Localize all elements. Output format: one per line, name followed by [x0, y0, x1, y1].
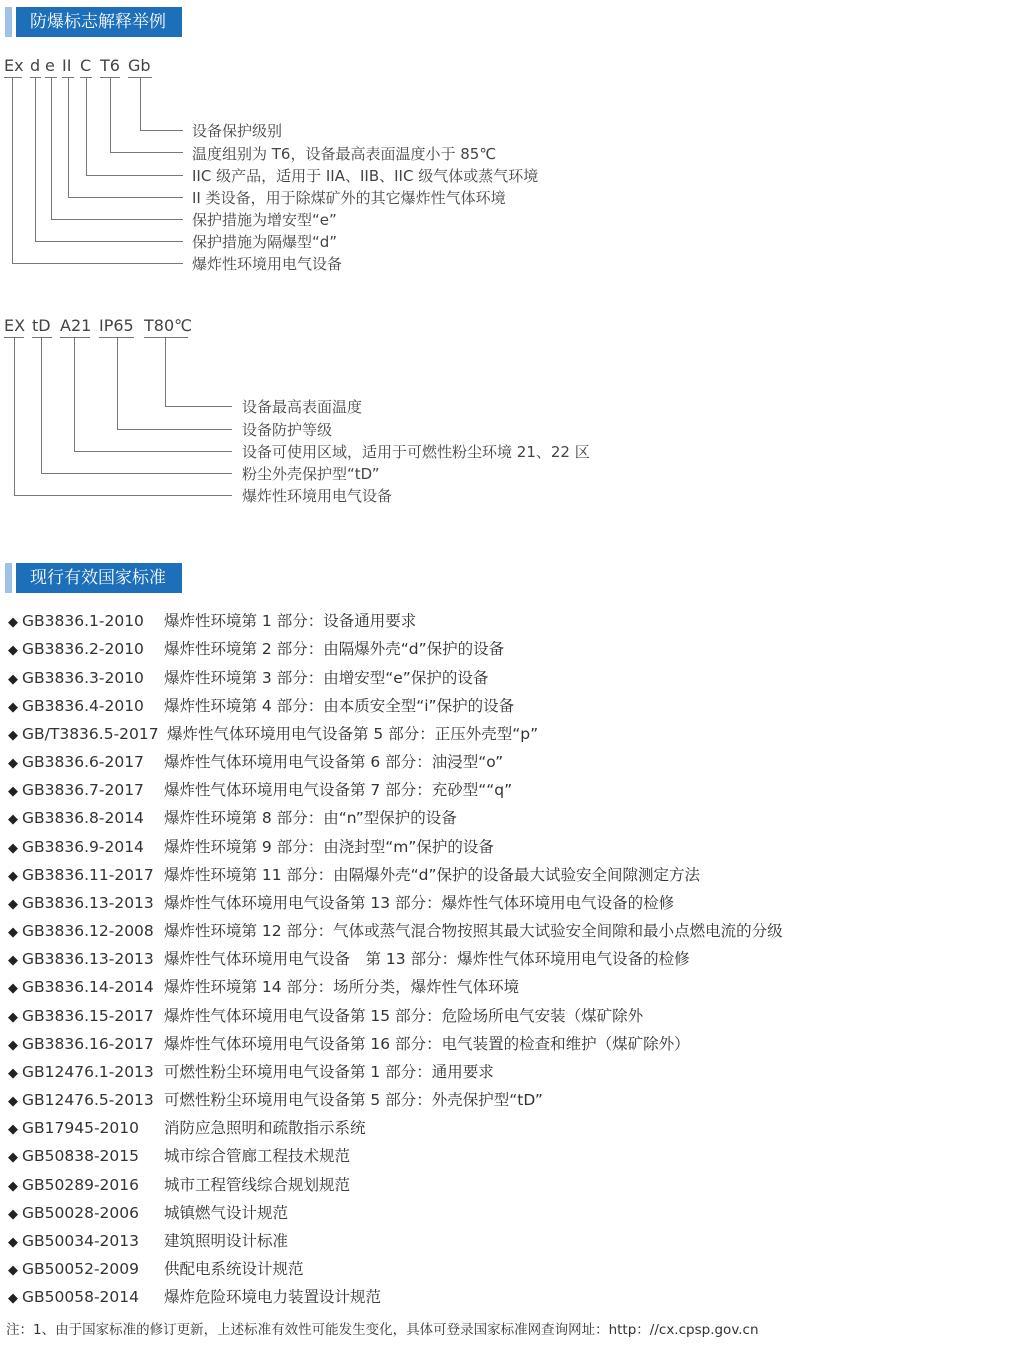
- section-header-standards: [5, 563, 182, 593]
- marking1-label-protection-d: 保护措施为隔爆型“d”: [192, 233, 338, 251]
- standard-item: [8, 1117, 366, 1139]
- standard-number: GB3836.12-2008: [22, 922, 154, 940]
- standard-title: 爆炸性环境第 1 部分：设备通用要求: [164, 612, 417, 630]
- header-accent: [5, 563, 12, 593]
- standard-number: GB/T3836.5-2017: [22, 725, 159, 743]
- marking1-label-gas-group: IIC 级产品，适用于 IIA、IIB、IIC 级气体或蒸气环境: [192, 167, 539, 185]
- standard-item: [8, 1005, 643, 1027]
- standard-number: GB3836.2-2010: [22, 640, 144, 658]
- standard-number: GB50289-2016: [22, 1176, 139, 1194]
- standard-title: 可燃性粉尘环境用电气设备第 5 部分：外壳保护型“tD”: [164, 1091, 543, 1109]
- diamond-bullet-icon: ◆: [8, 756, 18, 771]
- standard-item: [8, 1174, 350, 1196]
- standard-title: 爆炸性环境第 8 部分：由“n”型保护的设备: [164, 809, 457, 827]
- standard-title: 供配电系统设计规范: [164, 1260, 304, 1278]
- standard-number: GB50052-2009: [22, 1260, 139, 1278]
- standard-title: 爆炸性气体环境用电气设备第 16 部分：电气装置的检查和维护（煤矿除外）: [164, 1035, 690, 1053]
- standard-item: [8, 1286, 381, 1308]
- diamond-bullet-icon: ◆: [8, 812, 18, 827]
- standard-title: 爆炸危险环境电力装置设计规范: [164, 1288, 382, 1306]
- marking2-label-ex-equipment: 爆炸性环境用电气设备: [242, 487, 393, 505]
- standard-item: [8, 864, 700, 886]
- section-title: 防爆标志解释举例: [16, 7, 182, 37]
- marking2-label-ip-rating: 设备防护等级: [242, 421, 333, 439]
- diamond-bullet-icon: ◆: [8, 643, 18, 658]
- diamond-bullet-icon: ◆: [8, 925, 18, 940]
- standard-item: [8, 892, 674, 914]
- standard-title: 城市综合管廊工程技术规范: [164, 1147, 351, 1165]
- standard-item: [8, 723, 538, 745]
- standard-item: [8, 1033, 690, 1055]
- diamond-bullet-icon: ◆: [8, 1179, 18, 1194]
- standard-item: [8, 976, 519, 998]
- diamond-bullet-icon: ◆: [8, 672, 18, 687]
- marking2-code-ex: EX: [4, 316, 26, 335]
- standard-title: 爆炸性气体环境用电气设备第 6 部分：油浸型“o”: [164, 753, 504, 771]
- standard-number: GB3836.13-2013: [22, 894, 154, 912]
- standard-title: 消防应急照明和疏散指示系统: [164, 1119, 366, 1137]
- standard-number: GB3836.4-2010: [22, 697, 144, 715]
- standard-item: [8, 610, 416, 632]
- marking1-label-equipment-group: II 类设备，用于除煤矿外的其它爆炸性气体环境: [192, 189, 506, 207]
- standard-title: 爆炸性气体环境用电气设备第 15 部分：危险场所电气安装（煤矿除外: [164, 1007, 644, 1025]
- standard-item: [8, 1089, 543, 1111]
- standard-title: 城镇燃气设计规范: [164, 1204, 289, 1222]
- standard-number: GB3836.11-2017: [22, 866, 154, 884]
- standard-number: GB3836.13-2013: [22, 950, 154, 968]
- standard-title: 爆炸性气体环境用电气设备第 7 部分：充砂型““q”: [164, 781, 513, 799]
- standard-item: [8, 779, 512, 801]
- standard-item: [8, 667, 488, 689]
- diamond-bullet-icon: ◆: [8, 1263, 18, 1278]
- marking1-code-ii: II: [62, 56, 72, 75]
- diamond-bullet-icon: ◆: [8, 1122, 18, 1137]
- standard-number: GB50028-2006: [22, 1204, 139, 1222]
- marking1-code-ex: Ex: [4, 56, 24, 75]
- marking1-label-epl: 设备保护级别: [192, 122, 283, 140]
- standard-title: 爆炸性气体环境用电气设备第 5 部分：正压外壳型“p”: [167, 725, 539, 743]
- standard-title: 爆炸性气体环境用电气设备第 13 部分：爆炸性气体环境用电气设备的检修: [164, 894, 675, 912]
- standard-number: GB50838-2015: [22, 1147, 139, 1165]
- marking1-label-protection-e: 保护措施为增安型“e”: [192, 211, 337, 229]
- standard-number: GB12476.1-2013: [22, 1063, 154, 1081]
- diamond-bullet-icon: ◆: [8, 1010, 18, 1025]
- marking2-label-max-surface-temp: 设备最高表面温度: [242, 398, 363, 416]
- diamond-bullet-icon: ◆: [8, 700, 18, 715]
- standard-item: [8, 948, 690, 970]
- standard-number: GB50034-2013: [22, 1232, 139, 1250]
- marking2-code-t80: T80℃: [144, 316, 193, 335]
- diamond-bullet-icon: ◆: [8, 1291, 18, 1306]
- diamond-bullet-icon: ◆: [8, 1066, 18, 1081]
- marking2-label-dust-enclosure: 粉尘外壳保护型“tD”: [242, 465, 380, 483]
- marking1-code-gb: Gb: [128, 56, 151, 75]
- standard-item: [8, 920, 783, 942]
- standard-number: GB3836.16-2017: [22, 1035, 154, 1053]
- standard-number: GB3836.14-2014: [22, 978, 154, 996]
- diamond-bullet-icon: ◆: [8, 1235, 18, 1250]
- diamond-bullet-icon: ◆: [8, 1207, 18, 1222]
- standard-title: 可燃性粉尘环境用电气设备第 1 部分：通用要求: [164, 1063, 494, 1081]
- standard-title: 爆炸性环境第 3 部分：由增安型“e”保护的设备: [164, 669, 489, 687]
- diamond-bullet-icon: ◆: [8, 615, 18, 630]
- marking1-label-temp-class: 温度组别为 T6，设备最高表面温度小于 85℃: [192, 145, 497, 163]
- standard-title: 爆炸性环境第 2 部分：由隔爆外壳“d”保护的设备: [164, 640, 505, 658]
- standard-number: GB3836.15-2017: [22, 1007, 154, 1025]
- section-title: 现行有效国家标准: [16, 563, 182, 593]
- marking1-code-d: d: [30, 56, 41, 75]
- marking1-label-ex-equipment: 爆炸性环境用电气设备: [192, 255, 343, 273]
- diamond-bullet-icon: ◆: [8, 1150, 18, 1165]
- standard-item: [8, 1202, 288, 1224]
- standard-number: GB17945-2010: [22, 1119, 139, 1137]
- footnote: 注：1、由于国家标准的修订更新，上述标准有效性可能发生变化，具体可登录国家标准网查询网址：http：//cx.cpsp.gov.cn: [6, 1322, 759, 1338]
- standard-item: [8, 1145, 350, 1167]
- standard-item: [8, 1258, 304, 1280]
- diamond-bullet-icon: ◆: [8, 1094, 18, 1109]
- standard-number: GB3836.3-2010: [22, 669, 144, 687]
- marking2-code-ip65: IP65: [99, 316, 134, 335]
- standard-item: [8, 751, 503, 773]
- standard-number: GB3836.9-2014: [22, 838, 144, 856]
- standard-title: 爆炸性环境第 9 部分：由浇封型“m”保护的设备: [164, 838, 494, 856]
- standard-item: [8, 695, 514, 717]
- standard-title: 爆炸性环境第 14 部分：场所分类，爆炸性气体环境: [164, 978, 520, 996]
- standard-item: [8, 1061, 494, 1083]
- standard-title: 城市工程管线综合规划规范: [164, 1176, 351, 1194]
- marking1-code-c: C: [80, 56, 92, 75]
- diamond-bullet-icon: ◆: [8, 953, 18, 968]
- marking2-label-zone: 设备可使用区域，适用于可燃性粉尘环境 21、22 区: [242, 443, 590, 461]
- standard-number: GB3836.6-2017: [22, 753, 144, 771]
- standard-title: 建筑照明设计标准: [164, 1232, 289, 1250]
- standard-title: 爆炸性环境第 4 部分：由本质安全型“i”保护的设备: [164, 697, 515, 715]
- standard-item: [8, 638, 504, 660]
- diamond-bullet-icon: ◆: [8, 784, 18, 799]
- diamond-bullet-icon: ◆: [8, 728, 18, 743]
- diamond-bullet-icon: ◆: [8, 869, 18, 884]
- diamond-bullet-icon: ◆: [8, 1038, 18, 1053]
- standard-title: 爆炸性环境第 12 部分：气体或蒸气混合物按照其最大试验安全间隙和最小点燃电流的分级: [164, 922, 783, 940]
- standard-number: GB3836.7-2017: [22, 781, 144, 799]
- marking1-code-t6: T6: [100, 56, 120, 75]
- marking2-code-td: tD: [32, 316, 51, 335]
- standard-number: GB3836.8-2014: [22, 809, 144, 827]
- standard-item: [8, 807, 457, 829]
- standard-item: [8, 1230, 288, 1252]
- standard-number: GB50058-2014: [22, 1288, 139, 1306]
- diamond-bullet-icon: ◆: [8, 841, 18, 856]
- standard-title: 爆炸性气体环境用电气设备 第 13 部分：爆炸性气体环境用电气设备的检修: [164, 950, 690, 968]
- marking-connector-lines: [0, 0, 1028, 520]
- diamond-bullet-icon: ◆: [8, 981, 18, 996]
- standard-number: GB12476.5-2013: [22, 1091, 154, 1109]
- standard-item: [8, 836, 494, 858]
- marking1-code-e: e: [45, 56, 55, 75]
- standard-title: 爆炸性环境第 11 部分：由隔爆外壳“d”保护的设备最大试验安全间隙测定方法: [164, 866, 700, 884]
- diamond-bullet-icon: ◆: [8, 897, 18, 912]
- marking2-code-a21: A21: [60, 316, 92, 335]
- standard-number: GB3836.1-2010: [22, 612, 144, 630]
